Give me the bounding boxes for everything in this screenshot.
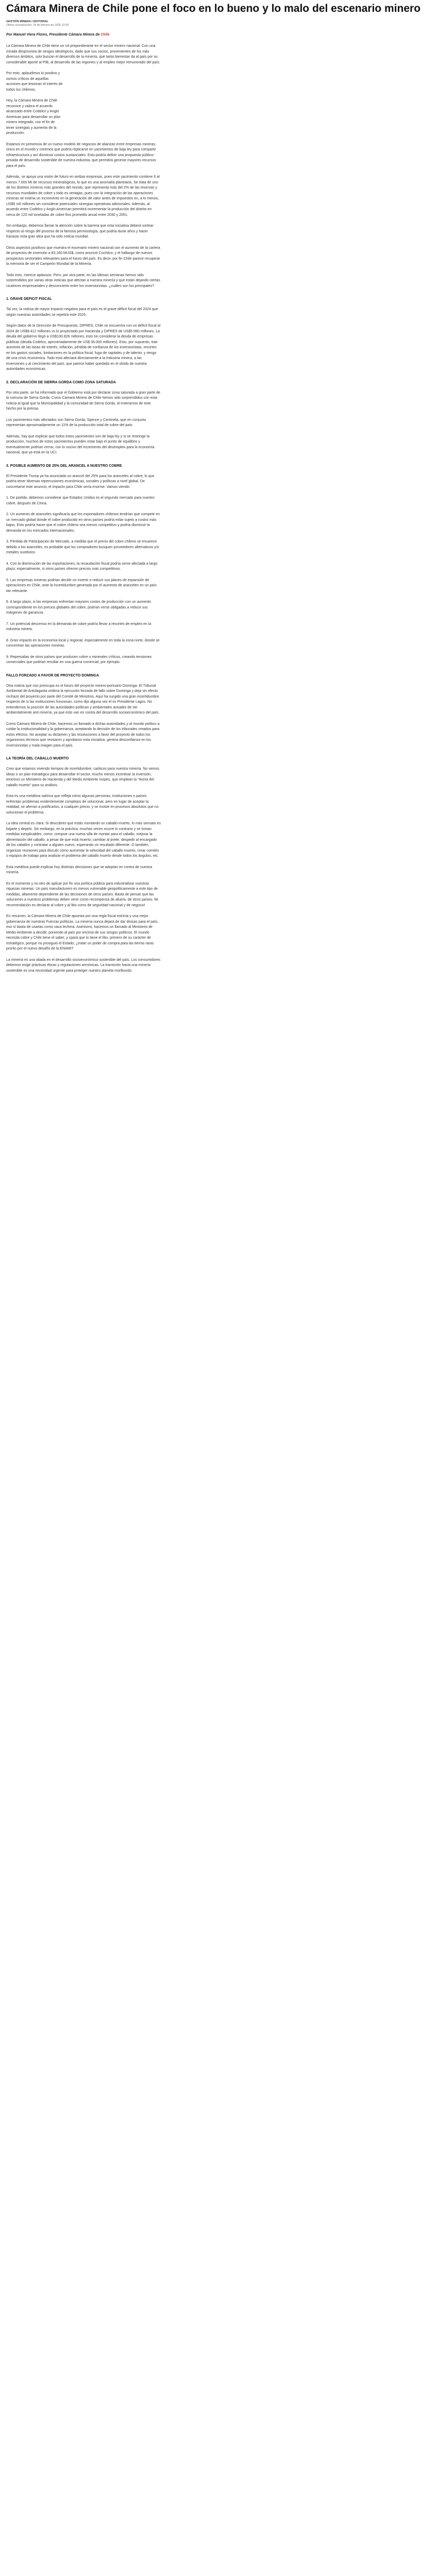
meta-date: Última actualización: 24 de febrero de 2025 12:30 xyxy=(6,24,69,27)
paragraph: 6. A largo plazo, si las empresas enfrentan mayores costos de producción con un aumento correspondiente en los precios globales del cobre, podrían verse obligadas a reducir sus márgenes de ganancia. xyxy=(6,600,151,615)
paragraph: 2. Un aumento de aranceles significaría que los exportadores chilenos tendrían que competir en un mercado global donde el cobre producido en otros países podría estar sujeto a costos más bajos. Esto podría hacer que el cobre chileno sea menos competitivo y podría disminuir la demanda en los mercados internacionales. xyxy=(6,513,160,533)
meta-author: GESTIÓN MINERA / EDITORIAL xyxy=(6,20,48,23)
paragraph: La minería es una aliada en el desarrollo socioeconómico sostenible del país. Los consumidores debemos exigir prácticas éticas y regulaciones armónicas. La transición hacia una minería sostenible es una necesidad urgente para proteger nuestro planeta moribundo. xyxy=(6,958,161,973)
paragraph: Esta metáfora puede explicar hoy distintas decisiones que se adoptan en contra de nuestra minería. xyxy=(6,865,153,874)
paragraph: Es el momento y no otro de aplicar por fin una política pública para industrializar nuestras riquezas mineras. Un país manufacturero es menos vulnerable geopolíticamente a este tipo de medidas, altamente dependiente de las decisiones de otros países. Basta de pensar que las soluciones a nuestros problemas deben venir como recompensa de afuera, de otros países. Mi recomendación es declarar al cobre y al litio como de seguridad nacional y de negocio! xyxy=(6,882,158,907)
paragraph: Por esto, aplaudimos lo positivo y somos críticos de aquellas acciones que lesionan el interés de todos los chilenos. xyxy=(6,72,63,92)
paragraph: Por otra parte, se ha informado que el Gobierno está por declarar zona saturada a gran parte de la comuna de Sierra Gorda. Como Cámara Minera de Chile hemos sido sorprendidos con esta noticia al igual que la Municipalidad y la comunidad de Sierra Gorda, al enterarnos de este hecho por la prensa. xyxy=(6,391,160,411)
article-content xyxy=(0,2,438,974)
paragraph: Además, hay que explicar que todos estos yacimientos son de baja ley y si se restringe la producción, muchos de estos yacimientos pueden estar bajo el punto de equilibrio y eventualmente podrían cerrar, con lo nocivo del incremento del desempleo para la economía nacional, que ya está en la UCI. xyxy=(6,434,155,454)
byline xyxy=(6,32,432,38)
byline-text: Por Manuel Viera Flores, Presidente Cámara Minera de xyxy=(6,33,100,37)
paragraph: Creo que estamos viviendo tiempos de incertidumbre, caóticos para nuestra minería. No vemos ideas o un plan estratégico para desarrollar el sector, mucho menos incentivar la inversión; tenemos un Ministerio de Hacienda y del Medio Ambiente mopes, que emplean la “teoría del caballo muerto” para su análisis. xyxy=(6,767,159,787)
paragraph: Esta es una metáfora satírica que refleja cómo algunas personas, instituciones o países enfrentan problemas evidentemente complejos de solucionar, pero en lugar de aceptar la realidad, se aferran a justificarlos, a cualquier precio; y se insiste en procesos absolutos que no solucionan el problema. xyxy=(6,794,159,815)
article-meta xyxy=(6,20,432,27)
paragraph: 8. Gran impacto en la economía local y regional, especialmente en toda la zona norte, donde se concentran las operaciones mineras. xyxy=(6,638,160,648)
section-heading: 2. DECLARACIÓN DE SIERRA GORDA COMO ZONA SATURADA xyxy=(6,380,116,384)
byline-link[interactable]: Chile xyxy=(100,33,110,37)
section-heading: LA TEORÍA DEL CABALLO MUERTO xyxy=(6,757,69,760)
paragraph: Hoy, la Cámara Minera de Chile reconoce y valora el acuerdo alcanzado entre Codelco y Anglo American para desarrollar un plan minero integrado, con el fin de tener sinergias y aumento de la producción. xyxy=(6,99,61,135)
paragraph: 7. Un potencial descenso en la demanda de cobre podría llevar a recortes de empleo en la industria minera. xyxy=(6,622,151,631)
paragraph: Otros aspectos positivos que muestra el escenario minero nacional son el aumento de la cartera de proyectos de inversión a 83,180 MUS$, como anunció Cochilco; y el hallazgo de nuevos prospectos sectoriales relevantes para el futuro del país. Es decir, por fin Chile parece recuperar la memoria de ser el Campeón Mundial de la Minería. xyxy=(6,246,160,266)
paragraph: Estamos en presencia de un nuevo modelo de negocios de alianzas entre empresas mineras, único en el mundo y creemos que podría replicarse en yacimientos de baja ley para compartir infraestructura y así disminuir costos sustanciales. Esto podría definir una propuesta público-privada de desarrollo sostenible de nuestra industria, que permitirá generar mayores recursos para el país. xyxy=(6,142,157,168)
paragraph: 9. Represalias de otros países que producen cobre o minerales críticos, creando tensiones comerciales que podrían resultar en una guerra comercial, por ejemplo. xyxy=(6,655,152,664)
paragraph: Otra noticia que nos preocupa es el futuro del proyecto minero-portuario Dominga. El Tribunal Ambiental de Antofagasta ordena la ejecución forzada de fallo sobre Dominga y deja sin efecto rechazo del proyecto por parte del Comité de Ministros. Aquí ha surgido una gran incertidumbre respecto de si las instituciones funcionan, como dijo alguna vez el ex Presidente Lagos. No entendemos la posición de las autoridades políticas y ambientales actuales de ser ambientalmente anti minería, ya que esto van en contra del desarrollo socioeconómico del país. xyxy=(6,684,160,715)
paragraph: En resumen, la Cámara Minera de Chile apuesta por una regla fiscal estricta y una mejor gobernanza de nuestras Fuerzas políticas. La minería nunca dejará de dar divisas para el país, eso sí basta de usarlas como vaca lechera. Asimismo, hacemos un llamado al Ministerio de Medio Ambiente a decidir, poniendo al país por encima de sus sesgos políticos. El mundo necesita cobre y Chile tiene el saber, y cpará que lo tiene el litio, primero de su carácter de estratégico, porque no prosiguió el Estado; ¿tratar un poder de compra para las tierras raras pronto por el nuevo desafío de la ENAMI? xyxy=(6,914,159,951)
section-heading: 3. POSIBLE AUMENTO DE 25% DEL ARANCEL A NUESTRO COBRE xyxy=(6,464,122,468)
section-heading: 1. GRAVE DEFICIT FISCAL xyxy=(6,297,52,301)
paragraph: Según datos de la Dirección de Presupuesto, DIPRES, Chile se encuentra con un déficit fiscal al 2024 de US$9.412 millones vs lo proyectado por Hacienda y DIPRES de US$5.990 millones. La deuda del gobierno llegó a US$130.826 millones, esto sin considerar la deuda de empresas públicas (deuda Codelco, aproximadamente de US$ 36.000 millones). Esto, por supuesto, trae aumento de las tasas de interés, inflación, pérdida de confianza de los inversionistas, recortes en los gastos sociales, limitaciones en la política fiscal, fuga de capitales y de talento; y riesgo de una crisis económica. Todo esto afectará directamente a la Industria minera, a las inversiones y al crecimiento del país, que parece haber quedado en el olvido de nuestra autoridades económicas. xyxy=(6,324,161,371)
paragraph: 1. De partida, debemos considerar que Estados Unidos es el segundo mercado para nuestro cobre, después de China. xyxy=(6,496,155,505)
paragraph: 5. Las empresas mineras podrían decidir no invertir o reducir sus planes de expansión de operaciones en Chile, ante la incertidumbre generada por el aumento de aranceles en un país tan relevante. xyxy=(6,578,157,593)
paragraph: Tal vez, la noticia de mayor impacto negativo para el país es el grave déficit fiscal del 2024 que según nuestras autoridades se repetirá este 2025. xyxy=(6,308,158,317)
paragraph: Como Cámara Minera de Chile, hacemos un llamado a dichas autoridades y al mundo político a cuidar la institucionalidad y la gobernanza, aceptando la decisión de los tribunales creados para estos efectos. No aceptar su dictamen y las resoluciones a favor del proyecto de todos los organismos técnicos que revisaron y aprobaron esta iniciativa, genera desconfianza en los inversionistas y mala imagen para el país. xyxy=(6,722,160,748)
paragraph: Todo esto, merece aplausos. Pero, por otra parte, en las últimas semanas hemos sido sorprendidos por varias otras noticias que afectan a nuestra minería y que están dejando ciertas cicatrices empresariales y desconcierto entre los inversionistas. ¿cuáles son los principales? xyxy=(6,273,160,288)
paragraph: Sin embargo, debemos llamar la atención sobre la barrera que esta iniciativa deberá sortear respecto al riesgo del proceso de la famosa permisología, que podría durar años y hacer fracasar esta gran idea que ha sido noticia mundial. xyxy=(6,224,154,239)
section-heading: FALLO FORZADO A FAVOR DE PROYECTO DOMINGA xyxy=(6,673,99,677)
paragraph: Los yacimientos más afectados son Sierra Gorda, Spence y Centinela, que en conjunto representan aproximadamente un 11% de la producción total de cobre del país. xyxy=(6,418,146,427)
paragraph: Además, se apoya una visión de futuro en ambas empresas, pues este yacimiento contiene 6 al menos 7.000 Mt de recursos mineralógicos, lo que es una anomalía planetaria. Se trata de uno de los distritos mineros más grandes del mundo, que representa más del 2% de las reservas y recursos mundiales de cobre y todo es ventajas, pues con la integración de las operaciones mineras se estima un incremento en la generación de valor antes de impuestos en, a lo menos, US$5 mil millones sin considerar potenciales sinergias operativas adicionales. Además, al acuerdo entre Codelco y Anglo American permitirá incrementar la producción del distrito en cerca de 120 mil toneladas de cobre fino promedio anual entre 2030 y 2051. xyxy=(6,175,160,217)
paragraph: El Presidente Trump ya ha anunciado un arancel del 25% para los aranceles al cobre, lo que podría tener diversas repercusiones económicas, sociales y políticas a nivel global. De concretarse este anuncio, el impacto para Chile sería enorme. Vamos viendo: xyxy=(6,474,155,489)
paragraph: 4. Con la disminución de las exportaciones, la recaudación fiscal podría verse afectada a largo plazo; especialmente, si otros países ofrecen precios más competitivos. xyxy=(6,562,158,571)
article-title: Cámara Minera de Chile pone el foco en lo bueno y lo malo del escenario minero xyxy=(6,3,421,14)
paragraph: La Cámara Minera de Chile tiene un rol preponderante en el sector minero nacional. Con una mirada desprovista de sesgos ideológicos, dado que sus socios, provenientes de los más diversos ámbitos, solo buscan el desarrollo de la minería, que tanto bienestar da al país por su considerable aporte al PIB, al desarrollo de las regiones y al empleo mejor remunerado del país. xyxy=(6,44,160,64)
paragraph: La idea central es clara: Si descubres que estás montando un caballo muerto, lo más sensato es bajarte y dejarlo. Sin embargo, en la práctica, muchas veces ocurre lo contrario y se toman medidas inexplicables, como: comprar una nueva silla de montar para el caballo, mejorar la alimentación del caballo, a pesar de que está muerto; cambiar al jinete, despedir al encargado de los caballos y contratar a alguien nuevo, esperando un resultado diferente. O también, organizar reuniones para discutir cómo aumentar la velocidad del caballo muerto, crear comités o equipos de trabajo para analizar el problema del caballo muerto desde todos los ángulos, etc. xyxy=(6,822,161,858)
paragraph: 3. Pérdida de Participación de Mercado, a medida que el precio del cobre chileno se encarece debido a los aranceles, es probable que los compradores busquen proveedores alternativos y/o metales sustitutos. xyxy=(6,540,159,554)
article-body xyxy=(6,44,161,974)
